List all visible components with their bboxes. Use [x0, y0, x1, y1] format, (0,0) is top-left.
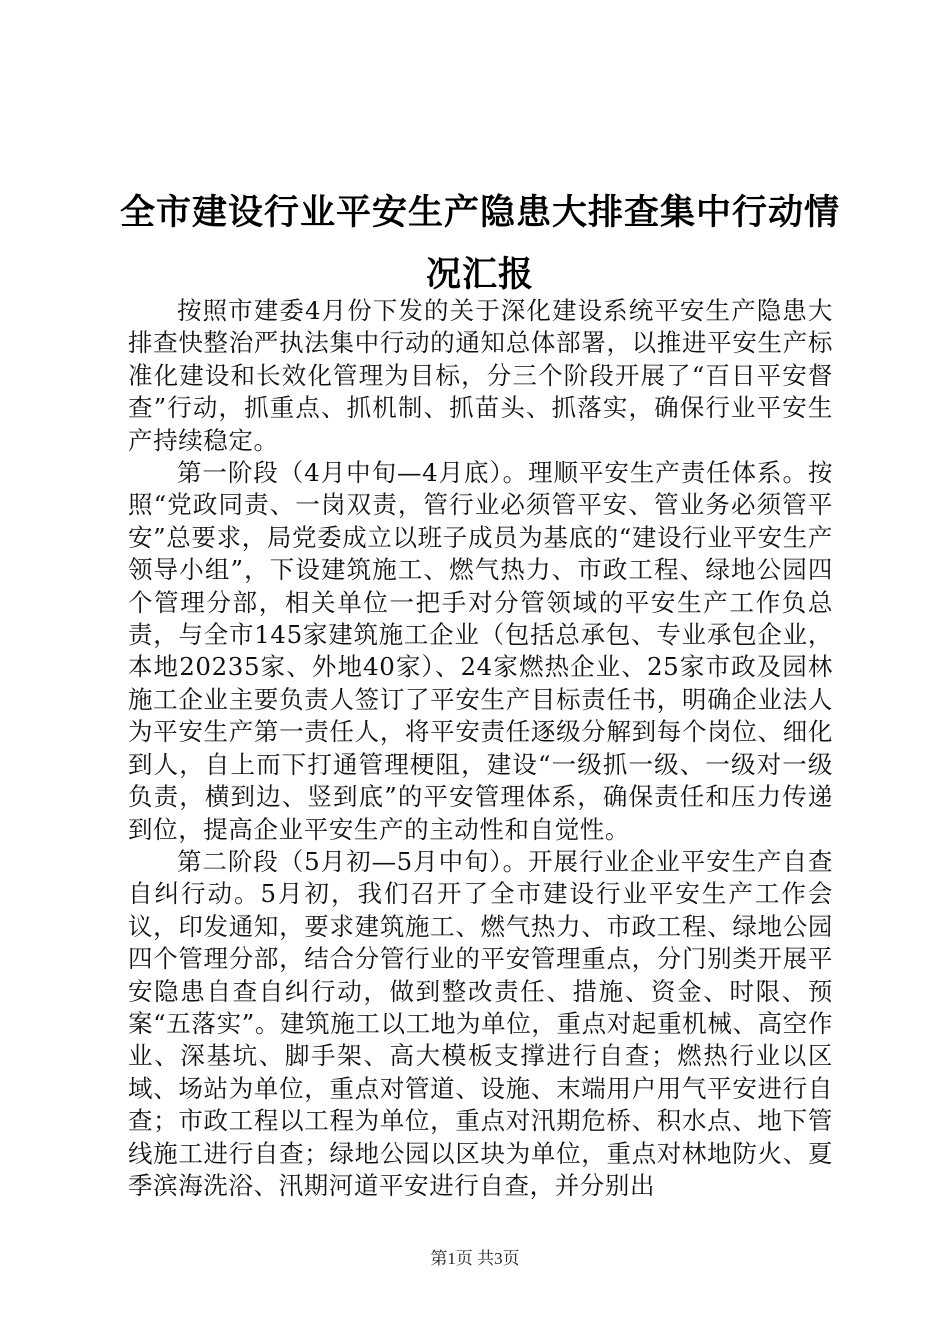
paragraph-intro: 按照市建委4月份下发的关于深化建设系统平安生产隐患大排查快整治严执法集中行动的通知总体部署，以推进平安生产标准化建设和长效化管理为目标，分三个阶段开展了“百日平安督查”行动，抓重点、抓机制、抓苗头、抓落实，确保行业平安生产持续稳定。 — [128, 296, 833, 455]
page-number-footer: 第1页 共3页 — [430, 1249, 520, 1268]
document-body — [128, 295, 833, 1202]
paragraph-phase-two: 第二阶段（5月初—5月中旬）。开展行业企业平安生产自查自纠行动。5月初，我们召开了全市建设行业平安生产工作会议，印发通知，要求建筑施工、燃气热力、市政工程、绿地公园四个管理分部，结合分管行业的平安管理重点，分门别类开展平安隐患自查自纠行动，做到整改责任、措施、资金、时限、预案“五落实”。建筑施工以工地为单位，重点对起重机械、高空作业、深基坑、脚手架、高大模板支撑进行自查；燃热行业以区域、场站为单位，重点对管道、设施、末端用户用气平安进行自查；市政工程以工程为单位，重点对汛期危桥、积水点、地下管线施工进行自查；绿地公园以区块为单位，重点对林地防火、夏季滨海洗浴、汛期河道平安进行自查，并分别出 — [128, 846, 833, 1200]
document-title: 全市建设行业平安生产隐患大排查集中行动情况汇报 — [120, 193, 841, 295]
paragraph-phase-one: 第一阶段（4月中旬—4月底）。理顺平安生产责任体系。按照“党政同责、一岗双责，管行业必须管平安、管业务必须管平安”总要求，局党委成立以班子成员为基底的“建设行业平安生产领导小组”，下设建筑施工、燃气热力、市政工程、绿地公园四个管理分部，相关单位一把手对分管领域的平安生产工作负总责，与全市145家建筑施工企业（包括总承包、专业承包企业，本地20235家、外地40家）、24家燃热企业、25家市政及园林施工企业主要负责人签订了平安生产目标责任书，明确企业法人为平安生产第一责任人，将平安责任逐级分解到每个岗位、细化到人，自上而下打通管理梗阻，建设“一级抓一级、一级对一级负责，横到边、竖到底”的平安管理体系，确保责任和压力传递到位，提高企业平安生产的主动性和自觉性。 — [128, 458, 833, 844]
